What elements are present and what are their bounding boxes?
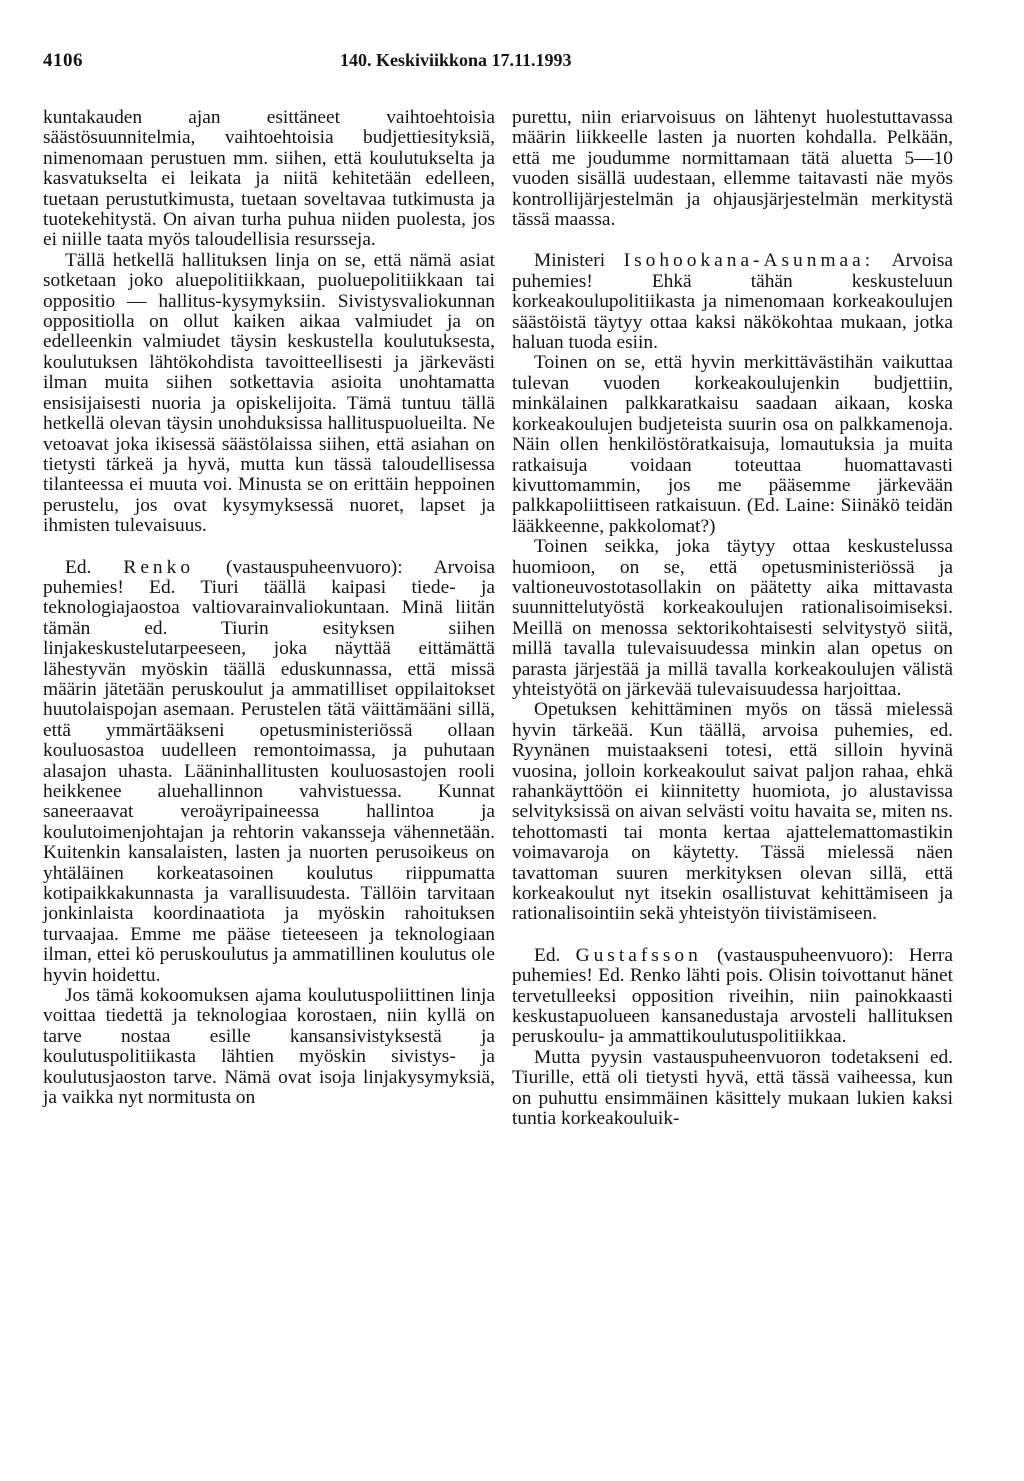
speech-text: Arvoisa puhemies! Ehkä tähän keskusteluun korkeakoulupolitiikasta ja nimenomaan korkeakoulujen säästöistä täytyy ottaa kaksi näkökohtaa mukaan, jotka haluan tuoda esiin. bbox=[512, 250, 953, 354]
speaker-role: (vastauspuheenvuoro): bbox=[717, 944, 894, 966]
paragraph: Opetuksen kehittäminen myös on tässä mielessä hyvin tärkeää. Kun täällä, arvoisa puhemies, ed. Ryynänen muistaakseni totesi, että silloin hyvinä vuosina, jolloin korkeakoulut saivat paljon rahaa, ehkä rahankäyttöön ei kiinnitetty huomiota, jo alustavissa selvityksissä on aivan selvästi voitu havaita se, miten ns. tehottomasti tai monta kertaa ajattelemattomastikin voimavaroja on käytetty. Tässä mielessä näen tavattoman suuren merkityksen olevan sillä, että korkeakoulut nyt itsekin osallistuvat kehittämiseen ja rationalisointiin sekä yhteistyön tiivistämiseen. bbox=[512, 699, 953, 925]
page-number: 4106 bbox=[43, 50, 83, 71]
paragraph: Mutta pyysin vastauspuheenvuoron todetakseni ed. Tiurille, että oli tietysti hyvä, että tässä vaiheessa, kun on puhuttu ensimmäinen käsittely mukaan lukien kaksi tuntia korkeakouluik- bbox=[512, 1046, 953, 1130]
speaker-name: Isohookana-Asunmaa: bbox=[623, 250, 875, 272]
speech-text: Herra puhemies! Ed. Renko lähti pois. Olisin toivottanut hänet tervetulleeksi opposition riveihin, niin painokkaasti keskustapuolueen kansanedustaja arvosteli hallituksen peruskoulu- ja ammattikoulutuspolitiikkaa. bbox=[512, 944, 953, 1048]
paragraph: purettu, niin eriarvoisuus on lähtenyt huolestuttavassa määrin liikkeelle lasten ja nuorten kohdalla. Pelkään, että me joudumme normittamaan tätä aluetta 5—10 vuoden sisällä uudestaan, ellemme taitavasti näe myös kontrollijärjestelmän ja ohjausjärjestelmän merkitystä tässä maassa. bbox=[512, 107, 953, 231]
paragraph: Tällä hetkellä hallituksen linja on se, että nämä asiat sotketaan joko aluepolitiikkaan, puoluepolitiikkaan tai oppositio — hallitus-kysymyksiin. Sivistysvaliokunnan oppositiolla on ollut kaiken aikaa valmiudet ja on edelleenkin valmiudet täysin keskustella koulutuksesta, koulutuksen lähtökohdista tavoitteellisesti ja järkevästi ilman muita siihen sotkettavia asioita unohtamatta ensisijaisesti nuoria ja opiskelijoita. Tämä tuntuu tällä hetkellä olevan täysin unohduksissa hallituspuolueilta. Ne vetoavat joka ikisessä säästölaissa siihen, että asiahan on tietysti tärkeä ja hyvä, mutta kun tässä taloudellisessa tilanteessa ei muuta voi. Minusta se on erittäin heppoinen perustelu, jos ovat kysymyksessä nuoret, lapset ja ihmisten tulevaisuus. bbox=[43, 249, 495, 537]
speaker-prefix: Ministeri bbox=[534, 250, 606, 272]
speech-renko bbox=[43, 558, 495, 987]
speech-gustafsson bbox=[512, 946, 953, 1048]
paragraph: kuntakauden ajan esittäneet vaihtoehtoisia säästösuunnitelmia, vaihtoehtoisia budjettiesityksiä, nimenomaan perustuen mm. siihen, että koulutukselta ja kasvatukselta ei leikata ja niitä kehitetään edelleen, tuetaan perustutkimusta, tuetaan soveltavaa tutkimusta ja tuotekehitystä. On aivan turha puhua niiden puolesta, jos ei niille taata myös taloudellisia resursseja. bbox=[43, 107, 495, 251]
speaker-role: (vastauspuheenvuoro): bbox=[226, 556, 403, 578]
running-head: 140. Keskiviikkona 17.11.1993 bbox=[340, 50, 572, 70]
speaker-prefix: Ed. bbox=[534, 944, 561, 966]
right-column bbox=[512, 108, 953, 1130]
paragraph: Jos tämä kokoomuksen ajama koulutuspoliittinen linja voittaa tiedettä ja teknologiaa korostaen, niin kyllä on tarve nostaa esille kansansivistyksestä ja koulutuspolitiikasta lähtien myöskin sivistys- ja koulutusjaoston tarve. Nämä ovat isoja linjakysymyksiä, ja vaikka nyt normitusta on bbox=[43, 985, 495, 1109]
left-column bbox=[43, 108, 495, 1109]
paragraph: Toinen on se, että hyvin merkittävästihän vaikuttaa tulevan vuoden korkeakoulujenkin budjettiin, minkälainen palkkaratkaisu saadaan aikaan, koska korkeakoulujen budjeteista suurin osa on palkkamenoja. Näin ollen henkilöstöratkaisuja, lomautuksia ja muita ratkaisuja voidaan toteuttaa huomattavasti kivuttomammin, jos me pääsemme järkevään palkkapoliittiseen ratkaisuun. (Ed. Laine: Siinäkö teidän lääkkeenne, pakkolomat?) bbox=[512, 352, 953, 537]
speech-isohookana-asunmaa bbox=[512, 251, 953, 353]
speaker-prefix: Ed. bbox=[65, 556, 92, 578]
speaker-name: Gustafsson bbox=[575, 944, 702, 966]
paragraph: Toinen seikka, joka täytyy ottaa keskustelussa huomioon, on se, että opetusministeriössä ja valtioneuvostotasollakin on päätetty aika mittavasta suunnittelutyöstä korkeakoulujen rationalisoimiseksi. Meillä on menossa sektorikohtaisesti selvitystyö siitä, millä tavalla tulevaisuudessa minkin alan opetus on parasta järjestää ja millä tavalla korkeakoulujen välistä yhteistyötä on järkevää tulevaisuudessa harjoittaa. bbox=[512, 536, 953, 700]
speaker-name: Renko bbox=[123, 556, 195, 578]
speech-text: Arvoisa puhemies! Ed. Tiuri täällä kaipasi tiede- ja teknologiajaostoa valtiovarainvaliokuntaan. Minä liitän tämän ed. Tiurin esityksen siihen linjakeskustelutarpeeseen, joka näyttää eittämättä lähestyvän myöskin täällä eduskunnassa, että missä määrin jätetään peruskoulut ja ammatilliset oppilaitokset huutolaispojan asemaan. Perustelen tätä väittämääni sillä, että ymmärtääkseni opetusministeriössä ollaan kouluosastoa uudelleen remontoimassa, ja puhutaan alasajon uhasta. Lääninhallitusten kouluosastojen rooli heikkenee aluehallinnon vahvistuessa. Kunnat saneeraavat veroäyripaineessa hallintoa ja koulutoimenjohtajan ja rehtorin vakansseja vähennetään. Kuitenkin kansalaisten, lasten ja nuorten perusoikeus on yhtäläinen korkeatasoinen koulutus riippumatta kotipaikkakunnasta ja varallisuudesta. Tällöin tarvitaan jonkinlaista koordinaatiota ja myöskin rahoituksen turvaajaa. Emme me pääse tieteeseen ja teknologiaan ilman, ettei kö peruskoulutus ja ammatillinen koulutus ole hyvin hoidettu. bbox=[43, 556, 495, 986]
